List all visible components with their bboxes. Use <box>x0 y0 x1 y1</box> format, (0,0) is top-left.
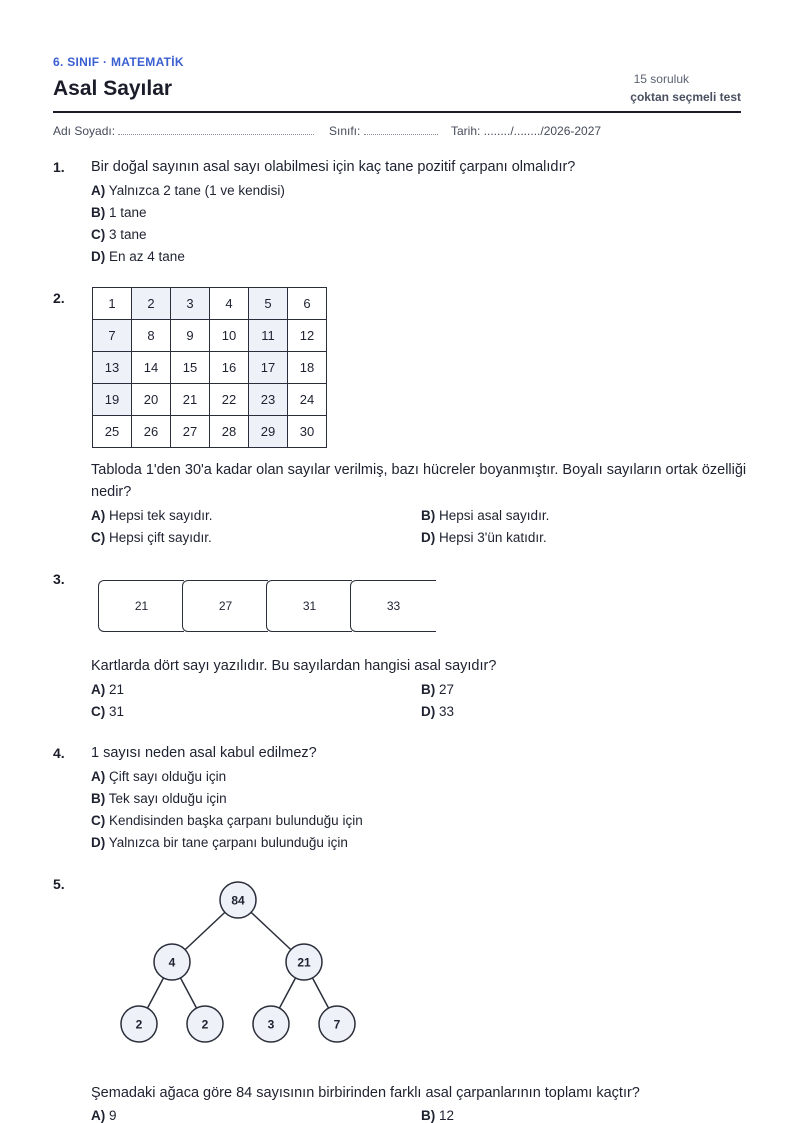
page-title: Asal Sayılar <box>53 77 173 100</box>
tree-node-root <box>220 882 256 918</box>
q4-option-a[interactable]: A) Çift sayı olduğu için <box>91 769 227 784</box>
question-2-number: 2. <box>53 290 65 306</box>
svg-text:21: 21 <box>297 955 311 970</box>
q2-option-a[interactable]: A) Hepsi tek sayıdır. <box>91 508 213 523</box>
q3-option-c[interactable]: C) 31 <box>91 704 125 719</box>
number-grid <box>92 287 327 448</box>
question-5-number: 5. <box>53 876 65 892</box>
question-count: 15 soruluk <box>633 72 689 86</box>
question-3-text: Kartlarda dört sayı yazılıdır. Bu sayılardan hangisi asal sayıdır? <box>91 658 497 674</box>
svg-text:2: 2 <box>201 1017 209 1032</box>
number-cards <box>98 580 438 636</box>
question-4-number: 4. <box>53 745 65 761</box>
tree-leaf <box>121 1006 157 1042</box>
grid-cell: 2 <box>132 288 171 320</box>
grid-cell: 16 <box>210 352 249 384</box>
q1-option-d[interactable]: D) En az 4 tane <box>91 249 185 264</box>
date-field: Tarih: ......../......../2026-2027 <box>451 124 602 138</box>
number-card: 21 <box>98 580 184 632</box>
class-field[interactable] <box>329 124 438 138</box>
svg-text:3: 3 <box>267 1017 275 1032</box>
grid-row <box>93 320 327 352</box>
q1-option-b[interactable]: B) 1 tane <box>91 205 147 220</box>
grid-cell: 9 <box>171 320 210 352</box>
question-5-text: Şemadaki ağaca göre 84 sayısının birbirinden farklı asal çarpanlarının toplamı kaçtır? <box>91 1085 640 1101</box>
grid-cell: 22 <box>210 384 249 416</box>
question-1-text: Bir doğal sayının asal sayı olabilmesi için kaç tane pozitif çarpanı olmalıdır? <box>91 159 576 175</box>
grid-cell: 14 <box>132 352 171 384</box>
q4-option-c[interactable]: C) Kendisinden başka çarpanı bulunduğu için <box>91 813 363 828</box>
test-type: çoktan seçmeli test <box>630 90 741 104</box>
q3-option-a[interactable]: A) 21 <box>91 682 125 697</box>
name-blank <box>118 124 314 135</box>
q3-option-d[interactable]: D) 33 <box>421 704 455 719</box>
svg-text:7: 7 <box>333 1017 341 1032</box>
grid-cell: 8 <box>132 320 171 352</box>
q5-option-a[interactable]: A) 9 <box>91 1108 117 1123</box>
grid-cell: 24 <box>288 384 327 416</box>
q1-option-a[interactable]: A) Yalnızca 2 tane (1 ve kendisi) <box>91 183 285 198</box>
grid-cell: 12 <box>288 320 327 352</box>
q3-option-b[interactable]: B) 27 <box>421 682 455 697</box>
grid-cell: 23 <box>249 384 288 416</box>
name-label: Adı Soyadı: <box>53 124 116 138</box>
q4-option-b[interactable]: B) Tek sayı olduğu için <box>91 791 227 806</box>
grid-cell: 11 <box>249 320 288 352</box>
q2-option-b[interactable]: B) Hepsi asal sayıdır. <box>421 508 550 523</box>
question-2-text-line-1: Tabloda 1'den 30'a kadar olan sayılar verilmiş, bazı hücreler boyanmıştır. Boyalı sayıların ortak özelliği <box>91 462 747 478</box>
q4-option-d[interactable]: D) Yalnızca bir tane çarpanı bulunduğu için <box>91 835 348 850</box>
grid-cell: 29 <box>249 416 288 448</box>
grade-subject-label: 6. SINIF · MATEMATİK <box>53 55 184 69</box>
header-divider <box>53 111 741 113</box>
question-1-number: 1. <box>53 159 65 175</box>
grid-row <box>93 288 327 320</box>
grid-cell: 27 <box>171 416 210 448</box>
tree-node-left <box>154 944 190 980</box>
grid-cell: 13 <box>93 352 132 384</box>
grid-cell: 1 <box>93 288 132 320</box>
tree-leaf <box>187 1006 223 1042</box>
q2-option-d[interactable]: D) Hepsi 3'ün katıdır. <box>421 530 547 545</box>
grid-row <box>93 352 327 384</box>
grid-cell: 26 <box>132 416 171 448</box>
grid-cell: 4 <box>210 288 249 320</box>
number-card: 27 <box>182 580 268 632</box>
grid-cell: 30 <box>288 416 327 448</box>
grid-cell: 15 <box>171 352 210 384</box>
svg-text:2: 2 <box>135 1017 143 1032</box>
grid-cell: 18 <box>288 352 327 384</box>
svg-text:84: 84 <box>231 893 245 908</box>
grid-cell: 10 <box>210 320 249 352</box>
tree-leaf <box>319 1006 355 1042</box>
grid-cell: 17 <box>249 352 288 384</box>
number-card: 31 <box>266 580 352 632</box>
grid-cell: 28 <box>210 416 249 448</box>
q1-option-c[interactable]: C) 3 tane <box>91 227 147 242</box>
grid-cell: 25 <box>93 416 132 448</box>
grid-cell: 20 <box>132 384 171 416</box>
grid-cell: 7 <box>93 320 132 352</box>
name-field[interactable] <box>53 124 314 138</box>
grid-cell: 19 <box>93 384 132 416</box>
grid-cell: 21 <box>171 384 210 416</box>
question-3-number: 3. <box>53 571 65 587</box>
q2-option-c[interactable]: C) Hepsi çift sayıdır. <box>91 530 212 545</box>
q5-option-b[interactable]: B) 12 <box>421 1108 455 1123</box>
number-card: 33 <box>350 580 436 632</box>
svg-text:4: 4 <box>168 955 176 970</box>
class-label: Sınıfı: <box>329 124 361 138</box>
grid-cell: 6 <box>288 288 327 320</box>
question-4-text: 1 sayısı neden asal kabul edilmez? <box>91 745 317 761</box>
tree-node-right <box>286 944 322 980</box>
grid-cell: 3 <box>171 288 210 320</box>
tree-leaf <box>253 1006 289 1042</box>
factor-tree <box>110 876 370 1051</box>
grid-row <box>93 416 327 448</box>
question-2-text-line-2: nedir? <box>91 484 132 500</box>
class-blank <box>364 124 438 135</box>
grid-cell: 5 <box>249 288 288 320</box>
grid-row <box>93 384 327 416</box>
